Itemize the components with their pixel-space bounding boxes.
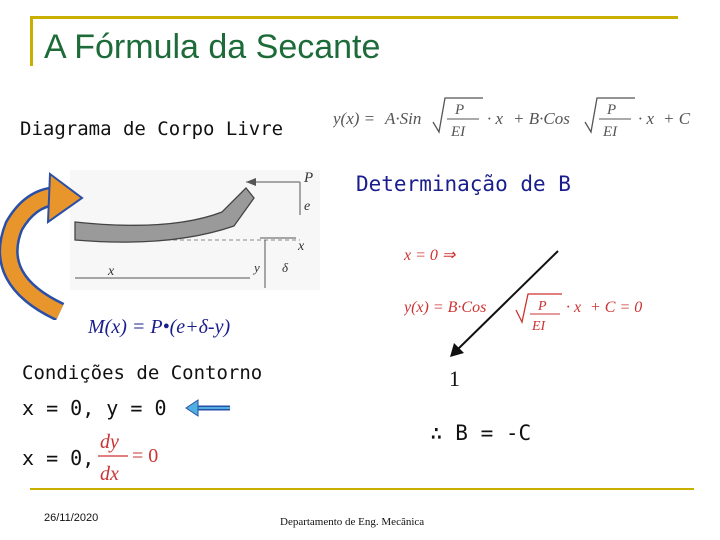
result-equation: ∴ B = -C: [430, 421, 532, 445]
step-y-lhs: y(x) = B·Cos: [404, 299, 487, 316]
boundary-condition-1: x = 0, y = 0: [22, 396, 167, 420]
derivative-rhs: = 0: [132, 445, 159, 467]
left-arrow-icon: [184, 398, 234, 418]
figure-label-y: y: [254, 260, 260, 275]
footer-department: Departamento de Eng. Mecânica: [280, 516, 425, 528]
eq-times-x-2: · x: [638, 109, 655, 128]
boundary-condition-2: x = 0,: [22, 446, 95, 470]
section-title: Determinação de B: [356, 172, 571, 196]
eq-rad-den-2: EI: [603, 124, 618, 140]
figure-label-x-bottom: x: [108, 264, 115, 279]
eq-term1: A·Sin: [385, 109, 422, 128]
step-y-rest: · x: [566, 299, 582, 316]
deflection-equation-graphic: [333, 92, 693, 146]
derivative-den: dx: [100, 463, 119, 485]
diagram-label: Diagrama de Corpo Livre: [20, 118, 284, 140]
boundary-conditions-title: Condições de Contorno: [22, 362, 263, 384]
deflection-equation: [333, 92, 693, 151]
eq-rad-num-1: P: [455, 102, 465, 118]
footer-date: 26/11/2020: [44, 512, 99, 524]
step-x-equals-zero: x = 0 ⇒: [404, 247, 456, 264]
frame-left-border: [30, 16, 33, 66]
eq-tail: + C: [663, 109, 691, 128]
figure-label-P: P: [304, 170, 314, 186]
annotation-arrow: [440, 245, 570, 365]
figure-label-x-top: x: [298, 239, 305, 254]
derivative-num: dy: [100, 431, 119, 453]
moment-equation: M(x) = P•(e+δ-y): [88, 316, 231, 338]
annotation-one: 1: [449, 366, 460, 391]
eq-term2: + B·Cos: [513, 109, 570, 128]
figure-label-delta: δ: [282, 260, 289, 275]
eq-rad-den-1: EI: [451, 124, 466, 140]
free-body-diagram: [0, 160, 340, 320]
eq-rad-num-2: P: [607, 102, 617, 118]
step-y-den: EI: [532, 319, 546, 334]
figure-label-e: e: [304, 199, 311, 214]
frame-top-border: [30, 16, 678, 19]
derivative-condition: [98, 428, 178, 494]
eq-times-x-1: · x: [487, 109, 504, 128]
step-y-num: P: [538, 299, 547, 314]
derivative-graphic: [98, 428, 178, 488]
eq-lhs: y(x) =: [333, 109, 376, 128]
step-y-tail: + C = 0: [590, 299, 643, 316]
slide-title: A Fórmula da Secante: [44, 28, 381, 66]
